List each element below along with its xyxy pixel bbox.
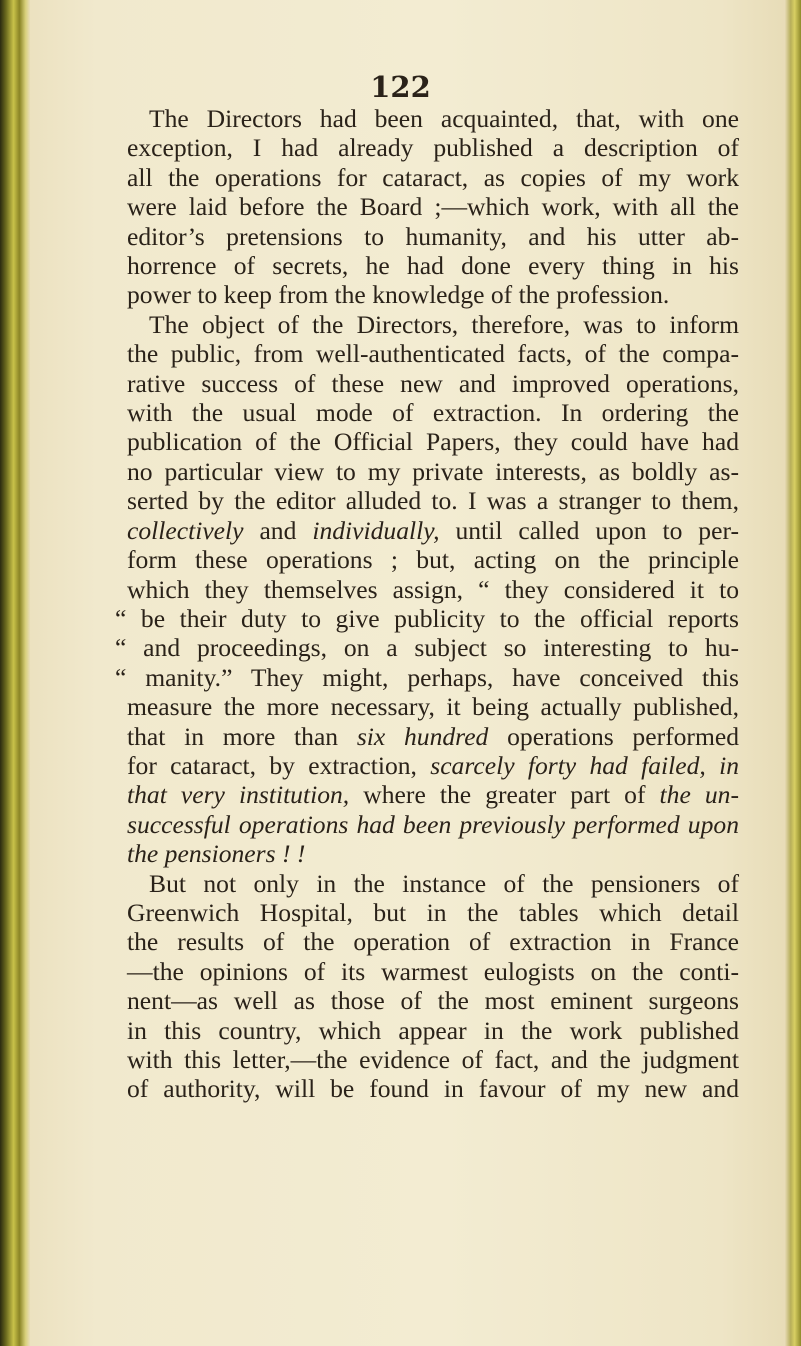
text-line-mixed [127, 722, 739, 751]
page-edge-right [785, 0, 801, 1346]
text-line: The object of the Directors, therefore, was to inform [149, 309, 739, 339]
italic-phrase: individually, [312, 515, 440, 545]
text-line: editor’s pretensions to humanity, and his utter ab- [127, 221, 739, 251]
text-fragment: that in more than [127, 721, 339, 751]
text-line: which they themselves assign, “ they considered it to [127, 574, 739, 604]
text-fragment: operations performed [507, 721, 740, 751]
text-line: form these operations ; but, acting on the principle [127, 545, 739, 575]
text-line: the results of the operation of extraction in France [127, 927, 739, 957]
text-line: “ be their duty to give publicity to the official reports [115, 603, 739, 633]
binding-edge-left [0, 0, 30, 1346]
text-line: “ manity.” They might, perhaps, have conceived this [115, 662, 739, 692]
italic-phrase: six hundred [356, 721, 489, 751]
text-line: measure the more necessary, it being actually published, [127, 692, 739, 722]
text-line: horrence of secrets, he had done every thing in his [127, 251, 739, 281]
text-line: of authority, will be found in favour of my new and [127, 1074, 739, 1104]
text-line: publication of the Official Papers, they could have had [127, 427, 739, 457]
text-line: —the opinions of its warmest eulogists on the conti- [127, 956, 739, 986]
italic-phrase: scarcely forty had failed, in [430, 750, 739, 780]
text-line: exception, I had already published a description of [127, 133, 739, 163]
body-text [115, 104, 740, 1104]
italic-phrase: successful operations had been previously performed upon [127, 809, 739, 839]
text-line: serted by the editor alluded to. I was a stranger to them, [127, 486, 739, 516]
text-line: But not only in the instance of the pensioners of [149, 868, 739, 898]
text-line: with this letter,—the evidence of fact, and the judgment [127, 1045, 739, 1074]
text-line: no particular view to my private interests, as boldly as- [127, 456, 739, 486]
text-line: nent—as well as those of the most eminent surgeons [127, 986, 739, 1016]
italic-phrase: the un- [659, 780, 739, 810]
text-line: were laid before the Board ;—which work, with all the [127, 192, 739, 222]
text-line-italic [127, 839, 739, 868]
text-line: rative success of these new and improved operations, [127, 368, 739, 398]
text-line: all the operations for cataract, as copies of my work [127, 162, 739, 192]
text-line-italic [127, 810, 739, 839]
text-line: in this country, which appear in the work published [127, 1015, 739, 1045]
text-line: “ and proceedings, on a subject so interesting to hu- [115, 633, 739, 663]
text-fragment: until called upon to per- [455, 515, 739, 545]
text-line-mixed [127, 780, 739, 809]
text-line-mixed [127, 516, 739, 545]
italic-phrase: that very institution, [127, 780, 350, 810]
text-line: the public, from well-authenticated facts, of the compa- [127, 339, 739, 369]
italic-phrase: the pensioners ! ! [127, 839, 306, 869]
text-line-mixed [127, 751, 739, 780]
text-line: power to keep from the knowledge of the profession. [127, 280, 670, 310]
italic-phrase: collectively [127, 515, 244, 545]
text-line: Greenwich Hospital, but in the tables which detail [127, 897, 739, 927]
text-fragment: for cataract, by extraction, [127, 750, 417, 780]
text-fragment: and [259, 515, 297, 545]
text-line: with the usual mode of extraction. In ordering the [127, 398, 739, 428]
text-fragment: where the greater part of [363, 780, 646, 810]
page-number: 122 [370, 70, 431, 104]
text-line: The Directors had been acquainted, that, with one [149, 104, 739, 133]
